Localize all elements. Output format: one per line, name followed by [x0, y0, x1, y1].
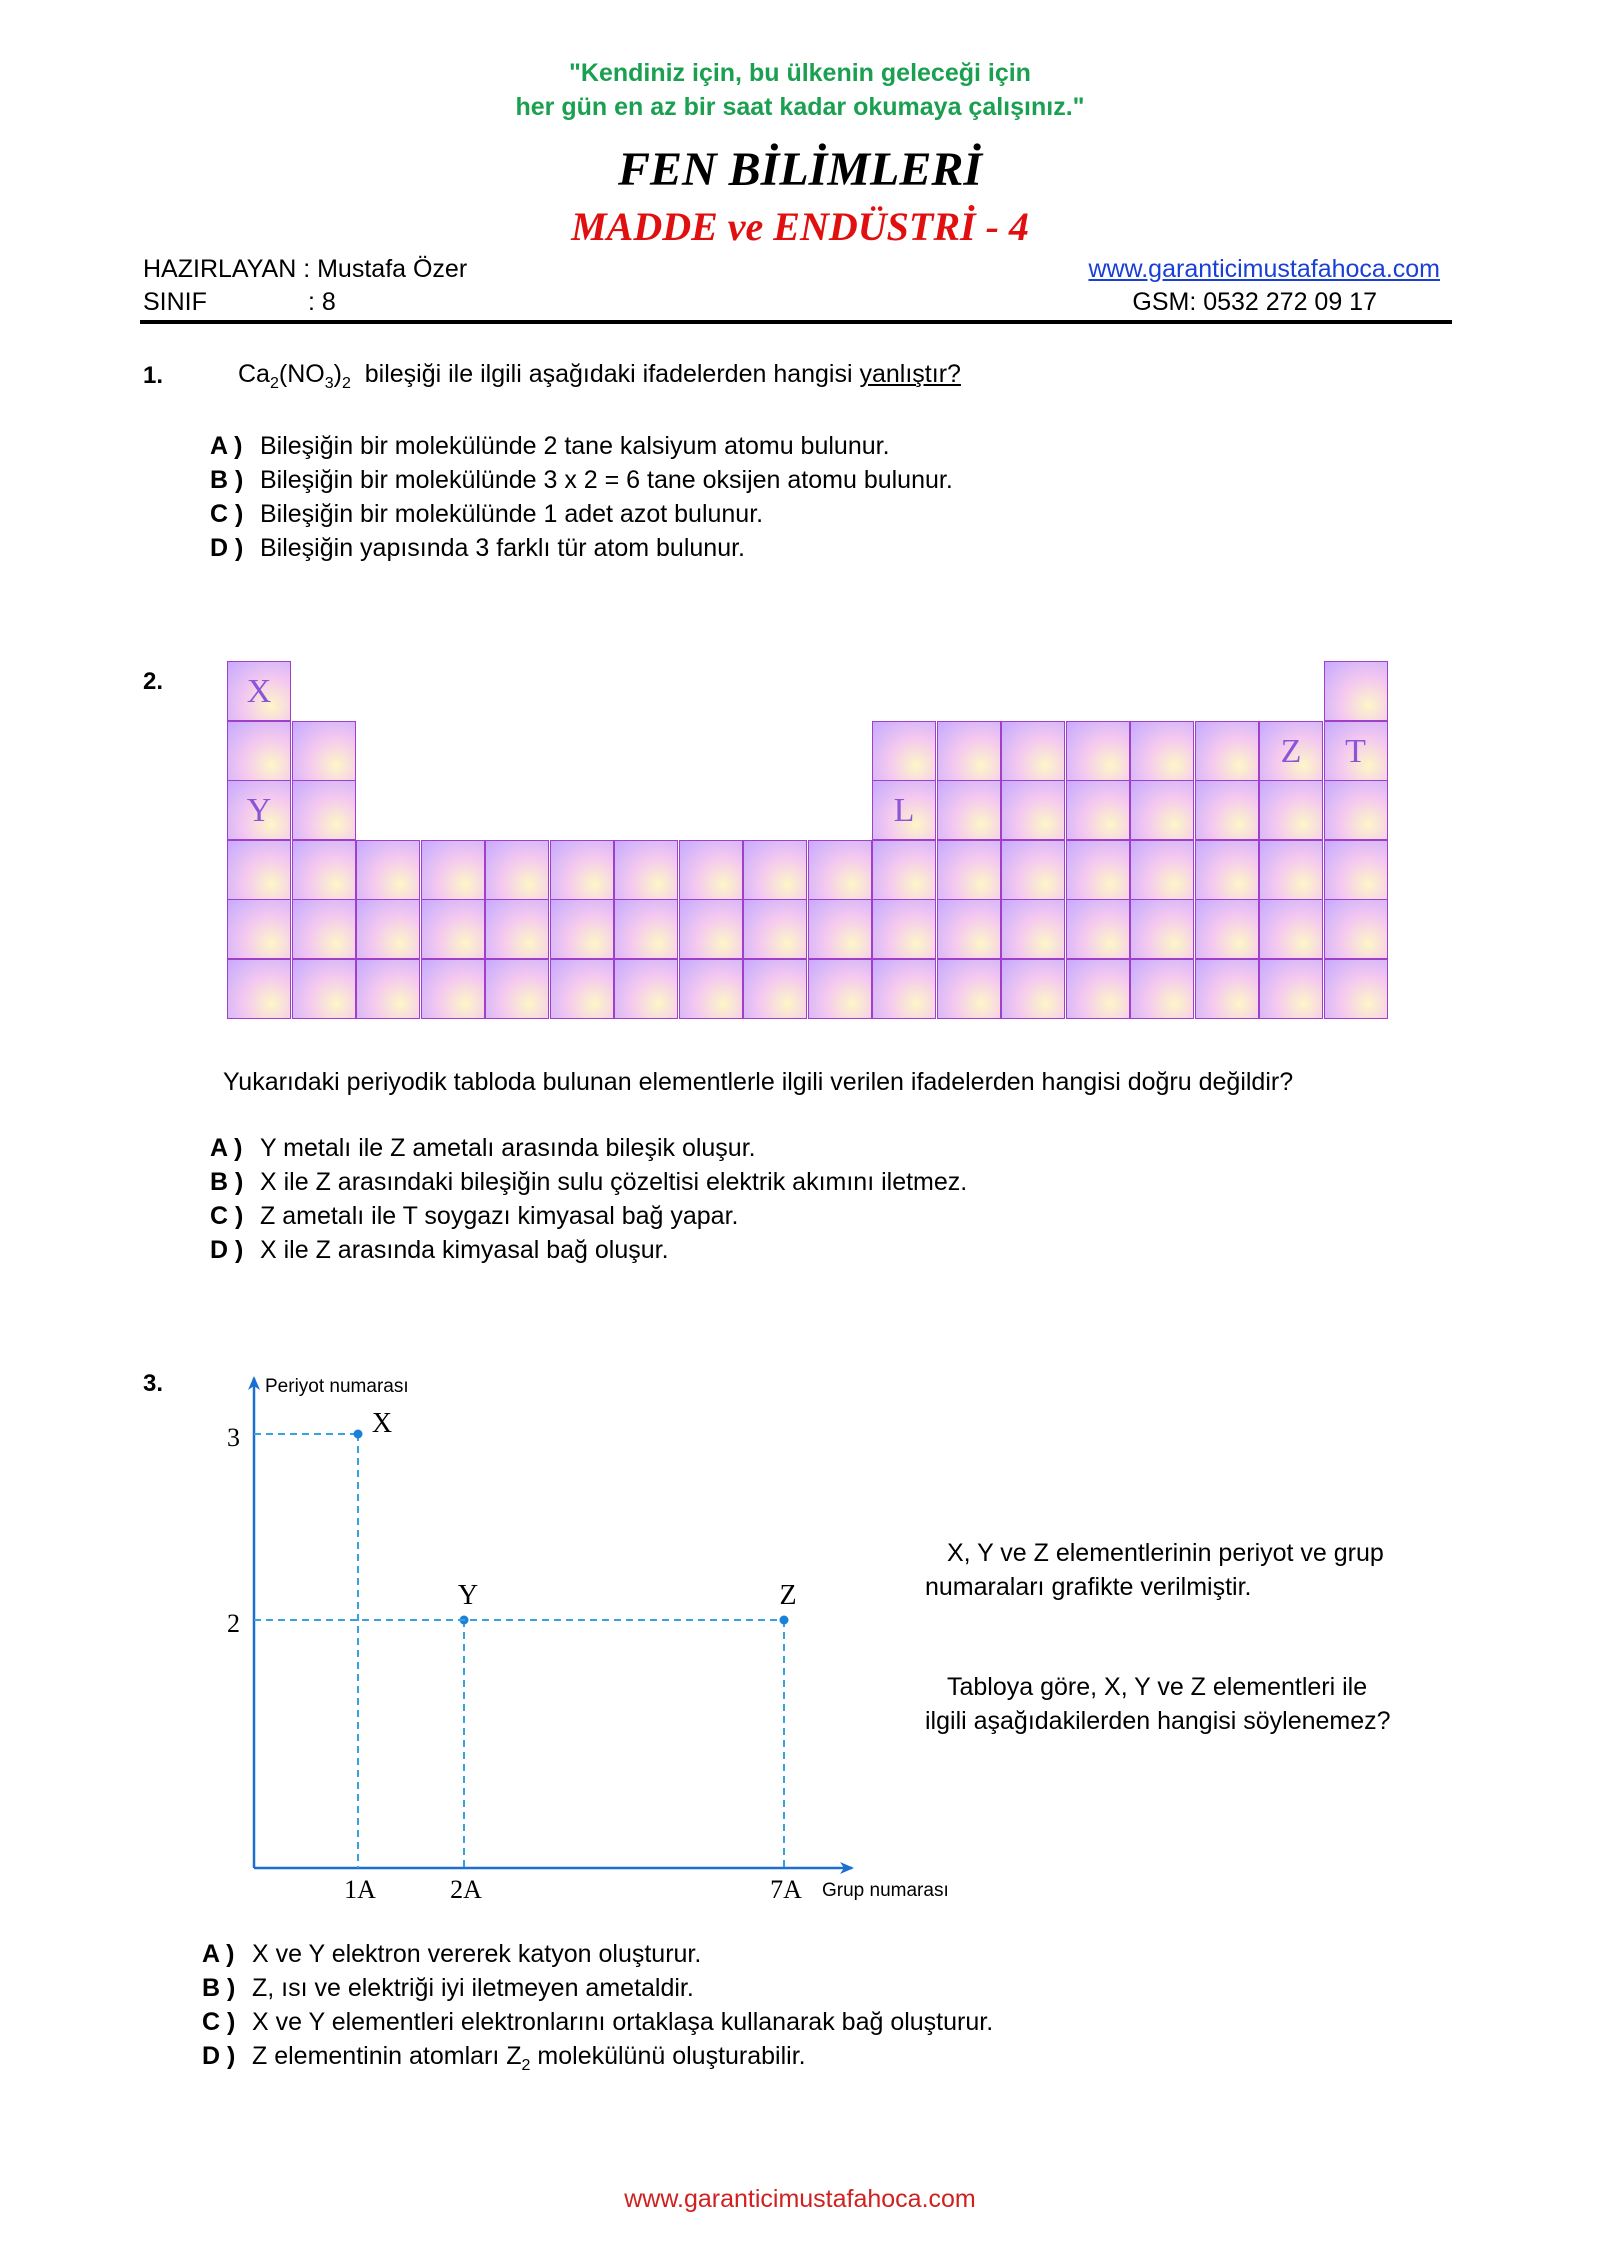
element-cell	[1001, 780, 1065, 840]
q3-option-b[interactable]: B ) Z, ısı ve elektriği iyi iletmeyen ametaldir.	[202, 1974, 694, 2002]
element-cell	[1066, 899, 1130, 959]
element-cell	[679, 959, 743, 1019]
q2-option-b[interactable]: B ) X ile Z arasındaki bileşiğin sulu çözeltisi elektrik akımını iletmez.	[210, 1168, 968, 1196]
element-cell	[872, 959, 936, 1019]
element-cell	[679, 899, 743, 959]
motto-line-1: "Kendiniz için, bu ülkenin geleceği için	[569, 59, 1031, 87]
element-cell	[1324, 959, 1388, 1019]
element-cell	[808, 899, 872, 959]
element-cell	[679, 840, 743, 900]
element-cell-z	[1259, 721, 1323, 781]
q1-emphasis: yanlıştır?	[859, 360, 961, 388]
subject-title: FEN BİLİMLERİ	[617, 143, 983, 196]
element-cell-t	[1324, 721, 1388, 781]
x-tick-1a: 1A	[344, 1875, 376, 1904]
x-tick-7a: 7A	[770, 1875, 802, 1904]
unit-title: MADDE ve ENDÜSTRİ - 4	[571, 204, 1029, 249]
element-cell	[808, 959, 872, 1019]
q1-option-a[interactable]: A ) Bileşiğin bir molekülünde 2 tane kalsiyum atomu bulunur.	[210, 432, 890, 460]
element-cell	[1066, 721, 1130, 781]
element-cell	[872, 899, 936, 959]
phone-number: GSM: 0532 272 09 17	[1132, 288, 1377, 316]
q3-number: 3.	[143, 1370, 164, 1397]
element-symbol: Y	[246, 792, 272, 829]
q1-option-d[interactable]: D ) Bileşiğin yapısında 3 farklı tür atom bulunur.	[210, 534, 745, 562]
motto-line-2: her gün en az bir saat kadar okumaya çalışınız."	[515, 93, 1085, 121]
element-cell	[227, 899, 291, 959]
q2-option-a[interactable]: A ) Y metalı ile Z ametalı arasında bileşik oluşur.	[210, 1134, 756, 1162]
element-cell	[1259, 959, 1323, 1019]
q3-info: X, Y ve Z elementlerinin periyot ve grup numaraları grafikte verilmiştir.	[925, 1539, 1384, 1601]
element-cell	[227, 840, 291, 900]
element-cell	[937, 899, 1001, 959]
element-cell	[1001, 959, 1065, 1019]
element-cell	[550, 959, 614, 1019]
element-cell	[227, 721, 291, 781]
element-cell	[485, 959, 549, 1019]
element-cell	[1195, 780, 1259, 840]
element-cell	[421, 840, 485, 900]
q3-option-a[interactable]: A ) X ve Y elektron vererek katyon oluşturur.	[202, 1940, 702, 1968]
element-cell	[1324, 780, 1388, 840]
element-cell	[743, 840, 807, 900]
element-symbol: T	[1345, 732, 1366, 770]
point-x	[354, 1430, 363, 1439]
element-cell	[485, 840, 549, 900]
point-label-x: X	[371, 1408, 393, 1439]
element-cell	[421, 899, 485, 959]
element-cell	[614, 899, 678, 959]
element-cell	[1130, 899, 1194, 959]
element-cell	[614, 840, 678, 900]
element-cell	[292, 959, 356, 1019]
q2-question: Yukarıdaki periyodik tabloda bulunan elementlerle ilgili verilen ifadelerden hangisi doğru değildir?	[223, 1068, 1294, 1096]
grade-label: SINIF	[143, 288, 207, 316]
y-tick-2: 2	[227, 1609, 240, 1638]
element-cell	[1130, 959, 1194, 1019]
element-cell	[292, 840, 356, 900]
point-label-z: Z	[779, 1580, 797, 1611]
element-cell-x	[227, 661, 291, 721]
q3-ask: Tabloya göre, X, Y ve Z elementleri ile ilgili aşağıdakilerden hangisi söylenemez?	[925, 1673, 1391, 1735]
grade-value: : 8	[308, 288, 336, 316]
element-cell	[743, 959, 807, 1019]
element-cell	[1259, 780, 1323, 840]
element-cell	[550, 840, 614, 900]
x-axis-label: Grup numarası	[822, 1880, 949, 1901]
y-tick-3: 3	[227, 1423, 240, 1452]
element-cell	[872, 840, 936, 900]
q3-option-d[interactable]: D ) Z elementinin atomları $Z_2$ molekülünü oluşturabilir.	[202, 2042, 806, 2074]
element-cell	[1130, 840, 1194, 900]
element-cell	[743, 899, 807, 959]
element-cell	[614, 959, 678, 1019]
footer-website[interactable]: www.garanticimustafahoca.com	[624, 2185, 976, 2213]
header-website-link[interactable]: www.garanticimustafahoca.com	[1088, 255, 1440, 283]
q1-number: 1.	[143, 362, 164, 389]
element-cell	[1195, 840, 1259, 900]
element-symbol: L	[893, 792, 915, 829]
element-cell	[1259, 840, 1323, 900]
graph-points	[254, 1408, 797, 1868]
element-cell-l	[872, 780, 936, 840]
element-cell	[356, 899, 420, 959]
q3-options	[202, 1937, 993, 2083]
q2-option-c[interactable]: C ) Z ametalı ile T soygazı kimyasal bağ yapar.	[210, 1202, 739, 1230]
element-cell	[1001, 899, 1065, 959]
element-cell	[1066, 959, 1130, 1019]
element-cell	[1324, 899, 1388, 959]
q3-option-c[interactable]: C ) X ve Y elementleri elektronlarını ortaklaşa kullanarak bağ oluşturur.	[202, 2008, 994, 2036]
q1-option-b[interactable]: B ) Bileşiğin bir molekülünde 3 x 2 = 6 tane oksijen atomu bulunur.	[210, 466, 953, 494]
point-z	[780, 1616, 789, 1625]
element-symbol: X	[246, 673, 272, 710]
element-cell	[227, 959, 291, 1019]
x-tick-2a: 2A	[450, 1875, 482, 1904]
element-cell	[937, 780, 1001, 840]
element-cell	[1195, 959, 1259, 1019]
element-cell	[292, 780, 356, 840]
element-cell-y	[227, 780, 291, 840]
element-cell	[292, 721, 356, 781]
element-cell	[356, 840, 420, 900]
element-cell	[1130, 721, 1194, 781]
element-cell	[356, 959, 420, 1019]
element-cell	[550, 899, 614, 959]
element-cell	[937, 959, 1001, 1019]
q1-stem: $Ca_2(NO_3)_2$ bileşiği ile ilgili aşağıdaki ifadelerden hangisi yanlıştır?	[238, 360, 961, 392]
element-cell	[1066, 840, 1130, 900]
q1-formula: $Ca_2(NO_3)_2$	[238, 360, 351, 392]
element-cell	[1130, 780, 1194, 840]
q2-option-d[interactable]: D ) X ile Z arasında kimyasal bağ oluşur.	[210, 1236, 669, 1264]
element-cell	[872, 721, 936, 781]
element-cell	[808, 840, 872, 900]
point-label-y: Y	[457, 1580, 479, 1611]
element-cell	[1324, 840, 1388, 900]
element-cell	[1066, 780, 1130, 840]
element-cell	[1259, 899, 1323, 959]
element-cell	[421, 959, 485, 1019]
element-cell	[1195, 721, 1259, 781]
element-cell	[1001, 721, 1065, 781]
element-cell	[485, 899, 549, 959]
element-cell	[937, 721, 1001, 781]
element-cell	[1324, 661, 1388, 721]
q1-option-c[interactable]: C ) Bileşiğin bir molekülünde 1 adet azot bulunur.	[210, 500, 764, 528]
element-cell	[292, 899, 356, 959]
element-symbol: Z	[1280, 732, 1302, 770]
author-line: HAZIRLAYAN : Mustafa Özer	[143, 255, 468, 283]
element-cell	[1195, 899, 1259, 959]
y-axis-label: Periyot numarası	[265, 1376, 409, 1397]
q2-number: 2.	[143, 668, 164, 695]
element-cell	[937, 840, 1001, 900]
element-cell	[1001, 840, 1065, 900]
